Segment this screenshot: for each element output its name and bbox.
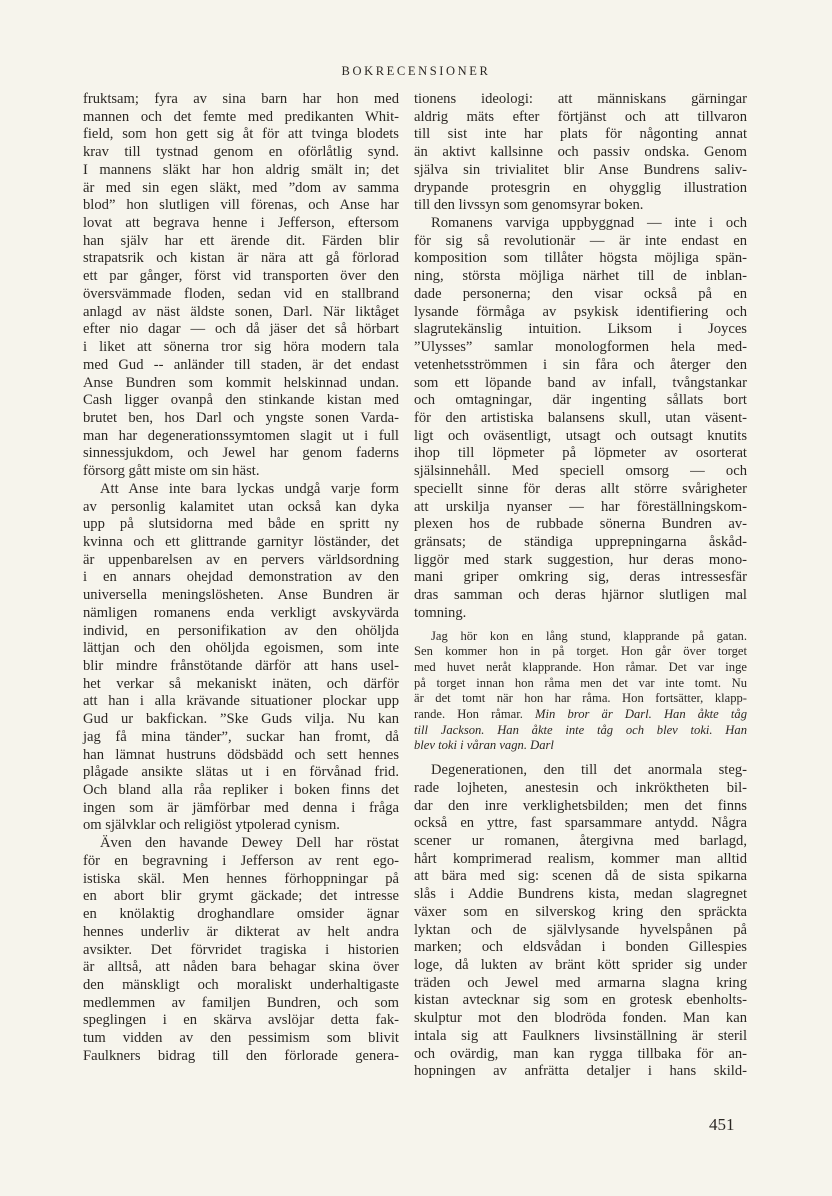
text-line: tomning. <box>414 604 467 621</box>
text-line: speciellt sinne för deras allt större svårigheter <box>414 480 747 497</box>
right-column <box>414 91 747 1081</box>
text-line: ligt och oväsentligt, utsagt och outsagt knutits <box>414 427 747 444</box>
text-line: dar den inre verklighetsbilden; men det finns <box>414 797 747 814</box>
text-line: ning, största möjliga närhet till de inblan- <box>414 268 747 285</box>
text-line: själva sin trivialitet blir Anse Bundrens saliv- <box>414 161 747 178</box>
text-line: Cash ligger ovanpå den stinkande kistan med <box>83 392 399 409</box>
text-line: liggör med stark suggestion, hur deras mono- <box>414 551 747 568</box>
text-line: drypande protesgrin en ohygglig illustration <box>414 179 747 196</box>
page-number: 451 <box>709 1115 735 1134</box>
quote-line <box>414 738 747 754</box>
quote-text: med huvet neråt klapprande. Hon råmar. Det var inge <box>414 659 747 674</box>
text-line: också en yttre, fast sparsammare antydd. Några <box>414 815 747 832</box>
text-line: lovat att begrava henne i Jefferson, eftersom <box>83 215 399 232</box>
quote-italic-text: till Jackson. Han åkte inte tåg och blev toki. Han <box>414 722 747 737</box>
text-line: Anse Bundren som kommit helskinnad undan. <box>83 374 399 391</box>
quote-line <box>414 660 747 676</box>
text-line: skulptur mot den blodröda fonden. Man kan <box>414 1010 747 1027</box>
quote-text: Jag hör kon en lång stund, klapprande på gatan. <box>431 628 747 643</box>
text-line: är uppenbarelsen av en pervers världsordning <box>83 551 399 568</box>
text-line: aldrig mäts efter förtjänst och att tillvaron <box>414 108 747 125</box>
text-line: blir mindre frånstötande därför att hans usel- <box>83 658 399 674</box>
text-line: han lämnat hustruns dödsbädd och sett hennes <box>83 746 399 763</box>
text-line: jag få mina tänder”, suckar han fromt, då <box>83 728 399 745</box>
paragraph <box>414 215 747 623</box>
text-line: ingen som är jämförbar med denna i fråga <box>83 799 399 816</box>
text-line: marken; och eldsvådan i bonden Gillespies <box>414 939 747 956</box>
quote-line <box>414 629 747 645</box>
text-line: anlagd av näst äldste sonen, Darl. När liktåget <box>83 303 399 320</box>
block-quote <box>414 629 747 755</box>
text-line: ihop till löpmeter på löpmeter av osorterat <box>414 445 747 462</box>
text-line: brutet ben, hos Darl och yngste sonen Varda- <box>83 409 399 426</box>
text-line: nämligen romanens enda verkligt avskyvärda <box>83 604 399 621</box>
right-paragraphs-after-quote <box>414 762 747 1081</box>
text-line: till sist inte har plats för någonting annat <box>414 126 747 143</box>
text-line: hopningen av anfrätta detaljer i hans skild- <box>414 1063 747 1080</box>
text-line: strapatsrik och kistan är nära att gå förlorad <box>83 250 399 267</box>
text-line: växer som en silverskog kring den spräckta <box>414 903 747 920</box>
quote-italic-text: blev toki i våran vagn. Darl <box>414 738 554 753</box>
text-line: ett par gånger, först vid transporten över den <box>83 268 399 285</box>
text-line: till den livssyn som genomsyrar boken. <box>414 197 644 214</box>
text-line: med Gud -- anländer till staden, är det endast <box>83 356 399 373</box>
text-line: och ovärdig, man kan rygga tillbaka för an- <box>414 1045 747 1062</box>
text-line: lättjan och den ohöljda egoismen, som inte <box>83 640 399 657</box>
text-line: om självklar och religiöst ytpolerad cynism. <box>83 817 340 834</box>
text-line: gränsats; de ständiga upprepningarna åskåd- <box>414 533 747 550</box>
text-line: att han i alla krävande situationer plockar upp <box>83 693 399 710</box>
text-line: mannen och det femte med predikanten Whit- <box>83 108 399 125</box>
quote-text: Sen kommer hon in på torget. Hon går över torget <box>414 644 747 659</box>
text-line: Att Anse inte bara lyckas undgå varje form <box>100 480 399 497</box>
running-header: BOKRECENSIONER <box>341 64 491 78</box>
text-line: själsinnehåll. Med speciell omsorg — och <box>414 463 747 480</box>
text-line: lyktan och de självlysande hyvelspånen på <box>414 921 747 938</box>
quote-line <box>414 723 747 739</box>
text-line: tionens ideologi: att människans gärningar <box>414 91 747 107</box>
quote-text: på torget innan hon råma men det var inte tomt. Nu <box>414 675 747 690</box>
left-column <box>83 91 399 1066</box>
right-paragraphs-before-quote <box>414 91 747 623</box>
text-line: efter nio dagar — och då jäser det så hörbart <box>83 321 399 338</box>
text-line: Degenerationen, den till det anormala steg- <box>431 762 747 779</box>
text-line: loge, då lukten av bränt kött sprider sig under <box>414 956 747 973</box>
quote-line <box>414 691 747 707</box>
text-line: för en begravning i Jefferson av rent ego- <box>83 852 399 869</box>
text-line: att bära med sig: scenen då de sista spikarna <box>414 868 747 885</box>
quote-italic-text: Min bror är Darl. Han åkte tåg <box>535 707 747 721</box>
text-line: och omtagningar, där ingenting sållats bort <box>414 392 747 409</box>
text-line: medlemmen av familjen Bundren, och som <box>83 994 399 1011</box>
text-line: en knölaktig droghandlare omsider ägnar <box>83 906 399 923</box>
text-line: plågade ansikte slätas ut i en förvånad frid. <box>83 764 399 781</box>
text-line: försorg gått miste om sin häst. <box>83 463 260 480</box>
paragraph <box>83 91 399 481</box>
text-line: slagrutekänslig intuition. Liksom i Joyces <box>414 321 747 338</box>
text-line: vetenhetsströmmen i sin fåra och återger den <box>414 356 747 373</box>
text-line: av personlig kalamitet utan också kan dyka <box>83 498 399 515</box>
text-line: Gud ur bakfickan. ”Ske Guds vilja. Nu kan <box>83 711 399 728</box>
text-line: Faulkners bidrag till den förlorade genera- <box>83 1047 399 1064</box>
text-line: är med sin egen släkt, med ”dom av samma <box>83 179 399 196</box>
text-line: i en annars ohejdad demonstration av den <box>83 569 399 586</box>
text-line: komposition som tillåter högsta möjliga spän- <box>414 250 747 267</box>
text-line: som ett löpande band av infall, tvångstankar <box>414 374 747 391</box>
paragraph <box>414 762 747 1081</box>
text-line: i liket att sönerna tror sig höra modern tala <box>83 339 399 356</box>
text-line: för den artistiska balansens skull, utan väsent- <box>414 409 747 426</box>
text-line: hennes underliv är dikterat av helt andra <box>83 923 399 940</box>
quote-line <box>414 707 747 723</box>
text-line: är alltså, att nåden bara behagar skina över <box>83 959 399 976</box>
text-line: översvämmade floden, sedan vid en stallbrand <box>83 285 399 302</box>
text-line: ”Ulysses” samlar monologformen hela med- <box>414 339 747 356</box>
quote-line <box>414 676 747 692</box>
text-line: I mannens släkt har hon aldrig smält in; det <box>83 161 399 178</box>
text-line: Även den havande Dewey Dell har röstat <box>100 835 399 852</box>
quote-text: är det tomt när hon har råma. Hon fortsätter, klapp- <box>414 691 747 706</box>
text-line: den mänskligt och moraliskt underhaltigaste <box>83 976 399 993</box>
text-line: intala sig att Faulkners livsinställning är steril <box>414 1027 747 1044</box>
text-line: blod” hon slutligen vill förenas, och Anse har <box>83 197 399 214</box>
paragraph <box>414 91 747 215</box>
text-line: tum vidden av den pessimism som blivit <box>83 1030 399 1047</box>
text-line: het verkar så mekaniskt inäten, och därför <box>83 675 399 692</box>
text-line: avsikter. Det förvridet tragiska i historien <box>83 941 399 958</box>
text-line: han själv har ett ärende dit. Färden blir <box>83 232 399 249</box>
text-line: fruktsam; fyra av sina barn har hon med <box>83 91 399 107</box>
text-line: att urskilja nyanser — har föreställningskom- <box>414 498 747 515</box>
text-line: kvinna och ett glittrande garnityr löständer, det <box>83 533 399 550</box>
text-line: lysande förmåga av psykisk identifiering och <box>414 303 747 320</box>
text-line: field, som hon gett sig åt för att tvinga blodets <box>83 126 399 143</box>
text-line: plexen hos de rubbade sönerna Bundren av- <box>414 516 747 533</box>
text-line: Romanens varviga uppbyggnad — inte i och <box>431 215 747 232</box>
text-line: man har degenerationssymtomen slagit ut i full <box>83 427 399 444</box>
quote-text: rande. Hon råmar. <box>414 707 536 721</box>
text-line: scener ur romanen, återgivna med barlagd, <box>414 832 747 849</box>
paragraph <box>83 481 399 835</box>
text-line: Och bland alla råa repliker i boken finns det <box>83 782 399 799</box>
text-line: upp på slutsidorna med både en spritt ny <box>83 516 399 533</box>
quote-line <box>414 644 747 660</box>
text-line: träden och Jewel med armarna slagna kring <box>414 974 747 991</box>
text-line: än aktivt kallsinne och passiv ondska. Genom <box>414 144 747 161</box>
text-line: krav till tystnad genom en oförlåtlig synd. <box>83 144 399 161</box>
text-line: en abort blir grymt gäckade; det intresse <box>83 888 399 905</box>
text-line: mani griper omkring sig, deras intressesfär <box>414 569 747 586</box>
text-line: speglingen i en skärva avslöjar detta fak- <box>83 1012 399 1029</box>
text-line: hårt komprimerad realism, kommer man alltid <box>414 850 747 867</box>
text-line: dras samman och deras hjärnor slutligen mal <box>414 587 747 604</box>
text-line: sinnessjukdom, och Jewel har genom faderns <box>83 445 399 462</box>
paragraph <box>83 835 399 1065</box>
text-line: kistan avtecknar sig som en grotesk ebenholts- <box>414 992 747 1009</box>
text-line: universella meningslösheten. Anse Bundren är <box>83 587 399 604</box>
text-line: för sig så revolutionär — är inte endast en <box>414 232 747 249</box>
text-line: dade personerna; den visar också på en <box>414 285 747 302</box>
text-line: istiska skäl. Men hennes förhoppningar på <box>83 870 399 887</box>
text-line: slås i Addie Bundrens kista, medan slagregnet <box>414 886 747 903</box>
text-line: individ, en personifikation av den ohöljda <box>83 622 399 639</box>
text-line: rade lojheten, anestesin och inkröktheten bil- <box>414 779 747 796</box>
